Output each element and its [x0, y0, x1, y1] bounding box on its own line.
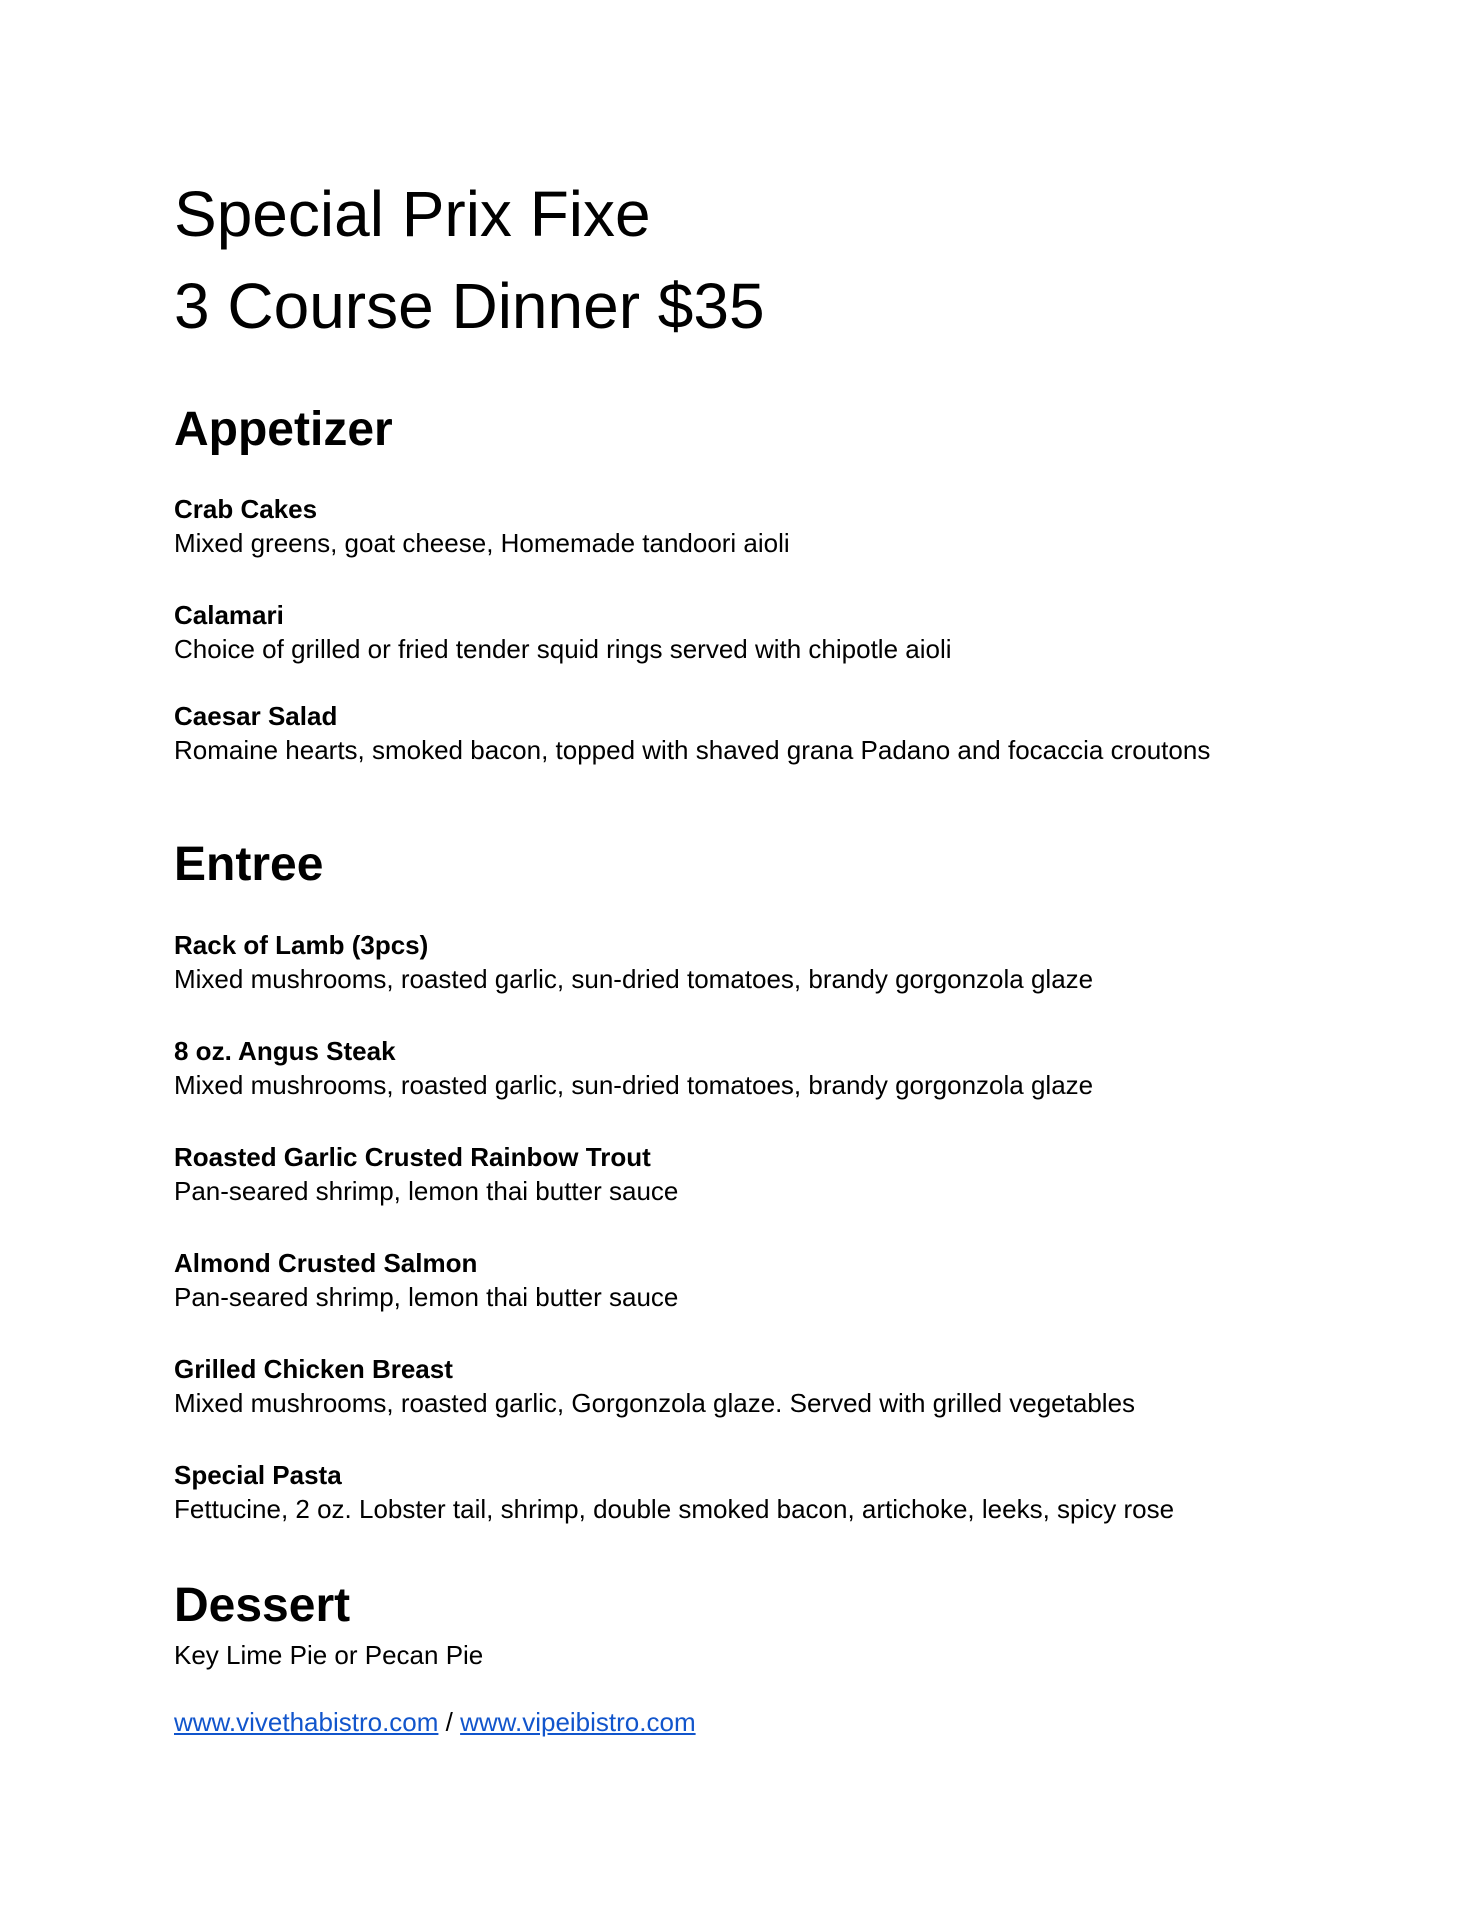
- menu-item: [174, 1352, 1314, 1420]
- dessert-description: Key Lime Pie or Pecan Pie: [174, 1640, 484, 1670]
- item-description: Mixed mushrooms, roasted garlic, Gorgonzola glaze. Served with grilled vegetables: [174, 1388, 1136, 1418]
- item-name: Almond Crusted Salmon: [174, 1248, 478, 1278]
- item-description: Pan-seared shrimp, lemon thai butter sauce: [174, 1176, 679, 1206]
- menu-item: [174, 1034, 1314, 1102]
- item-name: Caesar Salad: [174, 701, 338, 731]
- website-links: [174, 1705, 1314, 1739]
- menu-item: [174, 699, 1314, 767]
- menu-item: [174, 1140, 1314, 1208]
- menu-item: [174, 1458, 1314, 1526]
- menu-title: [174, 168, 1314, 352]
- item-description: Mixed mushrooms, roasted garlic, sun-dried tomatoes, brandy gorgonzola glaze: [174, 964, 1094, 994]
- title-prix-fixe: Special Prix Fixe: [174, 178, 651, 250]
- item-name: Crab Cakes: [174, 494, 318, 524]
- menu-item: [174, 1246, 1314, 1314]
- item-description: Mixed mushrooms, roasted garlic, sun-dried tomatoes, brandy gorgonzola glaze: [174, 1070, 1094, 1100]
- menu-item: [174, 598, 1314, 666]
- item-description: Mixed greens, goat cheese, Homemade tandoori aioli: [174, 528, 790, 558]
- item-description: Choice of grilled or fried tender squid rings served with chipotle aioli: [174, 634, 952, 664]
- menu-page: [174, 168, 1314, 1739]
- item-name: 8 oz. Angus Steak: [174, 1036, 396, 1066]
- item-name: Calamari: [174, 600, 284, 630]
- dessert-heading: Dessert: [174, 1579, 351, 1632]
- item-name: Special Pasta: [174, 1460, 342, 1490]
- item-name: Grilled Chicken Breast: [174, 1354, 453, 1384]
- item-description: Romaine hearts, smoked bacon, topped with shaved grana Padano and focaccia croutons: [174, 735, 1211, 765]
- menu-item: [174, 492, 1314, 560]
- item-name: Rack of Lamb (3pcs): [174, 930, 429, 960]
- website-link-vipei[interactable]: www.vipeibistro.com: [460, 1707, 696, 1737]
- link-separator: /: [438, 1707, 461, 1737]
- menu-item: [174, 928, 1314, 996]
- item-description: Pan-seared shrimp, lemon thai butter sauce: [174, 1282, 679, 1312]
- item-name: Roasted Garlic Crusted Rainbow Trout: [174, 1142, 651, 1172]
- website-link-vivetha[interactable]: www.vivethabistro.com: [174, 1707, 439, 1737]
- appetizer-heading: Appetizer: [174, 403, 393, 456]
- entree-heading: Entree: [174, 838, 324, 891]
- title-price: 3 Course Dinner $35: [174, 270, 765, 342]
- item-description: Fettucine, 2 oz. Lobster tail, shrimp, double smoked bacon, artichoke, leeks, spicy rose: [174, 1494, 1175, 1524]
